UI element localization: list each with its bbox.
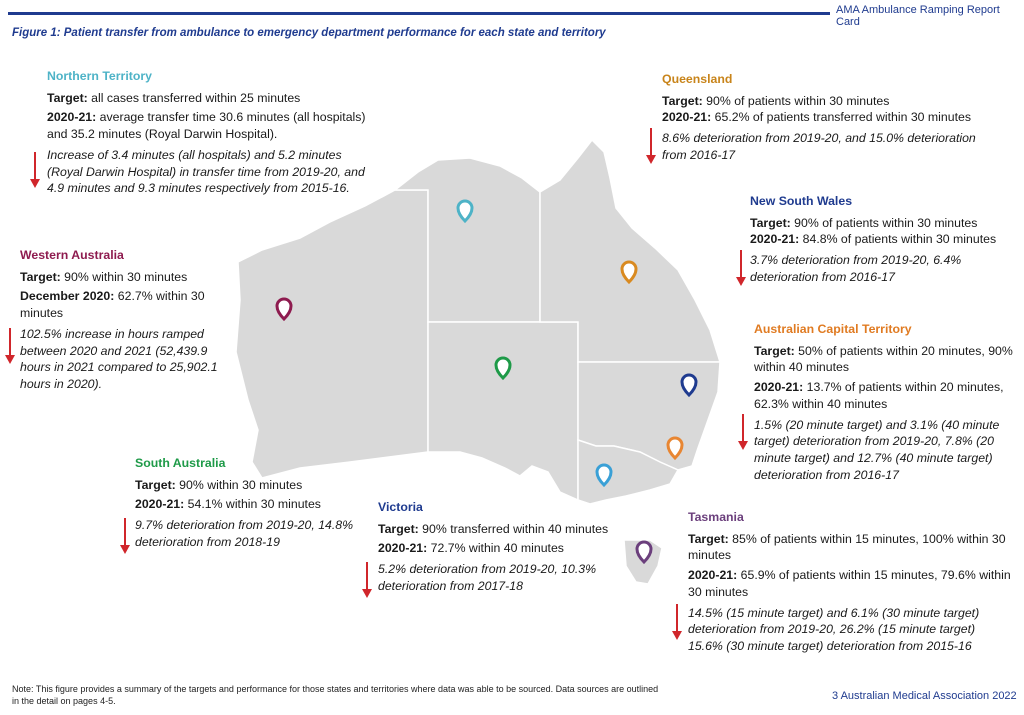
note-nsw: 3.7% deterioration from 2019-20, 6.4% deterioration from 2016-17 <box>750 253 962 284</box>
note-vic: 5.2% deterioration from 2019-20, 10.3% deterioration from 2017-18 <box>378 562 597 593</box>
state-name-vic: Victoria <box>378 500 423 514</box>
note-tas: 14.5% (15 minute target) and 6.1% (30 minute target) deterioration from 2019-20, 26.2% (15 minute target) 15.6% (30 minute target) deterioration from 2015-16 <box>688 605 980 654</box>
panel-wa: Western Australia Target: 90% within 30 minutes December 2020: 62.7% within 30 minutes 102.5% increase in hours ramped between 2020 and 2021 (52,439.9 hours in 2021 compared to 25,902.1 hours in 2020). <box>20 247 225 393</box>
note-act: 1.5% (20 minute target) and 3.1% (40 minute target) deterioration from 2019-20, 7.8% (20 minute target) and 12.7% (40 minute target) deterioration from 2016-17 <box>754 417 1000 482</box>
panel-qld: Queensland Target: 90% of patients within 30 minutes 2020-21: 65.2% of patients transferred within 30 minutes 8.6% deterioration from 2019-20, and 15.0% deterioration from 2016-17 <box>662 71 997 164</box>
panel-act: Australian Capital Territory Target: 50% of patients within 20 minutes, 90% within 40 minutes 2020-21: 13.7% of patients within 20 minutes, 62.3% within 40 minutes 1.5% (20 minute target) and 3.1% (40 minute target) deterioration from 2019-20, 7.8% (20 minute target) and 12.7% (40 minute target) deterioration from 2016-17 <box>754 322 1013 482</box>
panel-nsw: New South Wales Target: 90% of patients within 30 minutes 2020-21: 84.8% of patients within 30 minutes 3.7% deterioration from 2019-20, 6.4% deterioration from 2016-17 <box>750 193 1015 286</box>
state-name-nt: Northern Territory <box>47 69 152 83</box>
note-sa: 9.7% deterioration from 2019-20, 14.8% deterioration from 2018-19 <box>135 518 354 549</box>
down-arrow-icon <box>646 128 656 164</box>
panel-nt: Northern Territory Target: all cases transferred within 25 minutes 2020-21: average transfer time 30.6 minutes (all hospitals) and 35.2 minutes (Royal Darwin Hospital). Increase of 3.4 minutes (all hospitals) and 5.2 minutes (Royal Darwin Hospital) in transfer time from 2019-20, and 4.9 minutes and 9.3 minutes respectively from 2015-16. <box>47 69 366 196</box>
note-nt: Increase of 3.4 minutes (all hospitals) and 5.2 minutes (Royal Darwin Hospital) in transfer time from 2019-20, and 4.9 minutes and 9.3 minutes respectively from 2015-16. <box>47 147 365 196</box>
down-arrow-icon <box>30 152 40 188</box>
down-arrow-icon <box>738 414 748 450</box>
down-arrow-icon <box>736 250 746 286</box>
report-title: AMA Ambulance Ramping Report Card <box>836 4 1000 28</box>
state-name-act: Australian Capital Territory <box>754 322 912 336</box>
map-region-sa <box>428 322 578 500</box>
panel-tas: Tasmania Target: 85% of patients within 15 minutes, 100% within 30 minutes 2020-21: 65.9% of patients within 15 minutes, 79.6% within 30 minutes 14.5% (15 minute target) and 6.1% (30 minute target) deterioration from 2019-20, 26.2% (15 minute target) 15.6% (30 minute target) deterioration from 2015-16 <box>688 509 1018 655</box>
figure-title: Figure 1: Patient transfer from ambulance to emergency department performance for each state and territory <box>12 27 606 39</box>
state-name-sa: South Australia <box>135 456 226 470</box>
down-arrow-icon <box>5 328 15 364</box>
footnote: Note: This figure provides a summary of the targets and performance for those states and territories where data was able to be sourced. Data sources are outlined in the detail on pages 4-5. <box>12 684 659 707</box>
down-arrow-icon <box>672 604 682 640</box>
state-name-qld: Queensland <box>662 72 733 86</box>
note-qld: 8.6% deterioration from 2019-20, and 15.0% deterioration from 2016-17 <box>662 131 976 162</box>
panel-sa: South Australia Target: 90% within 30 minutes 2020-21: 54.1% within 30 minutes 9.7% deterioration from 2019-20, 14.8% deterioration from 2018-19 <box>135 455 375 551</box>
state-name-wa: Western Australia <box>20 248 124 262</box>
state-name-nsw: New South Wales <box>750 194 853 208</box>
panel-vic: Victoria Target: 90% transferred within 40 minutes 2020-21: 72.7% within 40 minutes 5.2% deterioration from 2019-20, 10.3% deterioration from 2017-18 <box>378 499 633 595</box>
down-arrow-icon <box>362 562 372 598</box>
state-name-tas: Tasmania <box>688 510 744 524</box>
map-region-wa <box>236 190 428 478</box>
note-wa: 102.5% increase in hours ramped between 2020 and 2021 (52,439.9 hours in 2021 compared to 25,902.1 hours in 2020). <box>20 326 218 392</box>
down-arrow-icon <box>120 518 130 554</box>
page-footer: 3 Australian Medical Association 2022 <box>832 690 1017 702</box>
